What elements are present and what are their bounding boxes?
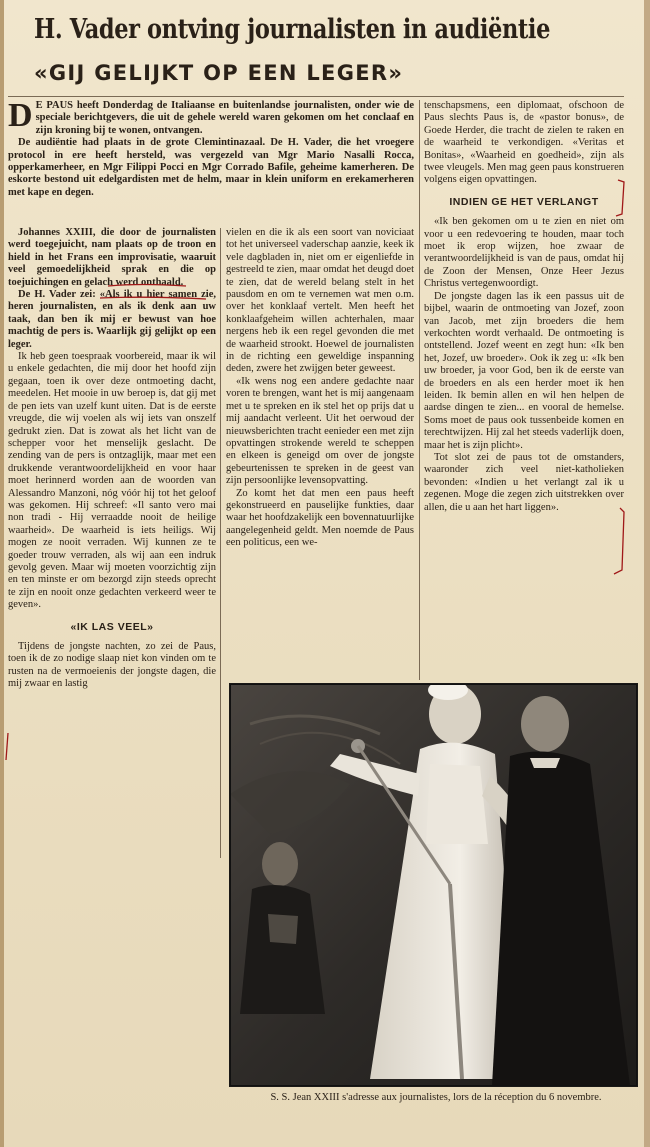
col3-paragraph-4: Tot slot zei de paus tot de omstanders, waaronder zich veel niet-katholieken bevonden: «Indien u het verlangt zal ik u zegenen. Moge die zegen zich uitstrekken over allen, die u aan het hart liggen». [424, 451, 624, 513]
col2-paragraph-1: vielen en die ik als een soort van noviciaat tot het universeel vaderschap aanzie, keek ik vele dagbladen in, niet om er eigenliefde in gestreeld te zien, maar omdat het deugd doet te zien, dat de wereld belang stelt in het pausdom en om te vernemen wat men o.m. over het konklaaf vertelt. Men heeft het konklaafgeheim willen achterhalen, maar nergens heb ik een regel gevonden die met de waarheid strookt. Hoewel de journalisten in de richting een geweldige inspanning deden, zwere het zwijgen beter geweest. [226, 227, 414, 375]
lead-audience-paragraph: De audiëntie had plaats in de grote Clemintinazaal. De H. Vader, die het vroegere protocol in ere heeft hersteld, was vergezeld van Mgr Mario Nasalli Rocca, opperkamerheer, en Mgr Filippi Pocci en Mgr Corrado Bafile, geheime kamerheren. De eskorte bestond uit edelgardisten met de helm, maar in klein uniform en erekamerheren met kape en degen. [8, 137, 414, 198]
underline-improvisatie [108, 285, 186, 287]
col2-paragraph-2: «Ik wens nog een andere gedachte naar voren te brengen, want het is mij aangenaam met u te spreken en ik stel het op prijs dat u mij aandacht verleent. Uit het oerwoud der nieuwsberichten tracht eenieder een met zijn opvattingen strokende wereld te scheppen en elkeen is geneigd om over de jongste gebeurtenissen te spreken in de geest van zijn persoonlijke levensopvatting. [226, 375, 414, 487]
photo-illustration [230, 684, 637, 1086]
lead-intro-text: E PAUS heeft Donderdag de Italiaanse en buitenlandse journalisten, onder wie de speciale berichtgevers, die uit de gehele wereld waren gekomen om het conclaaf en zijn kroning bij te wonen, ontvangen. [35, 100, 414, 136]
press-photo [229, 683, 638, 1087]
col1-paragraph-1: Johannes XXIII, die door de journalisten werd toegejuicht, nam plaats op de troon en hield in het Frans een improvisatie, waaruit veel gemoedelijkheid sprak en die op toejuichingen en gelach werd onthaald. [8, 227, 216, 288]
subheadline: «GIJ GELIJKT OP EEN LEGER» [34, 61, 404, 85]
col2-paragraph-3: Zo komt het dat men een paus heeft gekonstrueerd en pauselijke funkties, daar waar het hoofdzakelijk een bovennatuurlijke aangelegenheid geldt. Men noemde de Paus een politicus, een we- [226, 487, 414, 549]
section-heading-ik-las-veel: «IK LAS VEEL» [70, 620, 154, 633]
drop-cap: D [8, 100, 33, 134]
headline: H. Vader ontving journalisten in audiëntie [34, 13, 550, 46]
col3-paragraph-2: «Ik ben gekomen om u te zien en niet om voor u een redevoering te houden, maar toch moet ik erop wijzen, hoe zwaar de verantwoordelijkheid is van de paus, omdat hij de Zoon der Mensen, Onze Heer Jezus Christus vertegenwoordigt. [424, 216, 624, 290]
margin-mark-left [6, 733, 8, 760]
col3-paragraph-1: tenschapsmens, een diplomaat, ofschoon de Paus slechts Paus is, de «pastor bonus», de Goede Herder, die tracht de zielen te raken en de waarheid te verkondigen. «Veritas et Bonitas», «Waarheid en goedheid», zijn als twee vleugels. Men mag geen paus konstrueren volgens eigen opvattingen. [424, 100, 624, 186]
underline-gemoedelijkheid [100, 297, 206, 299]
col1-paragraph-4: Tijdens de jongste nachten, zo zei de Paus, toen ik de zo nodige slaap niet kon vinden om te rusten na de vermoeienis der jongste dagen, die mij zwaar en lastig [8, 641, 216, 690]
bracket-mark-top [616, 180, 624, 216]
bracket-mark-bottom [614, 508, 624, 574]
col3-paragraph-3: De jongste dagen las ik een passus uit de bijbel, waarin de ontmoeting van Jozef, zoon van Jacob, met zijn broeders die hem verkochten wordt verhaald. De ontmoeting is ontstellend. Jozef weent en zegt hun: «Ik ben het, Jozef, uw broeder». Ook ik zeg u: «Ik ben uw broeder, ja voor God, ben ik de eerste van de broeders en als een herder moet ik hen leiden. Ik bemin allen en wil hen helpen de aardse dingen te zien... en vooral de hemelse. Soms moet de paus ook tussenbeide komen en terechtwijzen. Hij zal het steeds vaderlijk doen, maar het is zijn plicht». [424, 290, 624, 451]
col1-paragraph-2: De H. Vader zei: «Als ik u hier samen zie, heren journalisten, en als ik denk aan uw taak, dan ben ik mij er bewust van hoe machtig de pers is. Waarlijk gij gelijkt op een leger. [8, 289, 216, 350]
section-heading-indien-ge-het-verlangt: INDIEN GE HET VERLANGT [449, 195, 599, 208]
photo-caption: S. S. Jean XXIII s'adresse aux journalistes, lors de la réception du 6 novembre. [270, 1092, 602, 1103]
col1-paragraph-3: Ik heb geen toespraak voorbereid, maar ik wil u enkele gedachten, die mij door het hoofd zijn gegaan, toen ik over deze ontmoeting dacht, meedelen. Het mooie in uw beroep is, dat gij met de pen iets van uzelf kunt uiten. Dat is de eerste vreugde, die wij voelen als wij iets van onszelf gedrukt zien. Dat is zowat als het licht van de schepper voor het menselijk geslacht. De zending van de pers is ontzaglijk, maar met een drukkende verantwoordelijkheid en voor haar moet herinnerd worden aan de woorden van Alessandro Manzoni, nóg vóór hij tot het geloof was gekomen. Hij schreef: «Il santo vero mai non tradi - Hij verraadde nooit de heilige waarheid». De waarheid is iets heiligs. Wij mogen ze nooit verraden. Wij kunnen ze te goeder trouw verraden, als wij aan een indruk gevolg geven. Maar wij moeten voorzichtig zijn en ten minste er om bezorgd zijn steeds oprecht te zijn en nooit onze gedachten verkeerd weer te geven». [8, 351, 216, 611]
